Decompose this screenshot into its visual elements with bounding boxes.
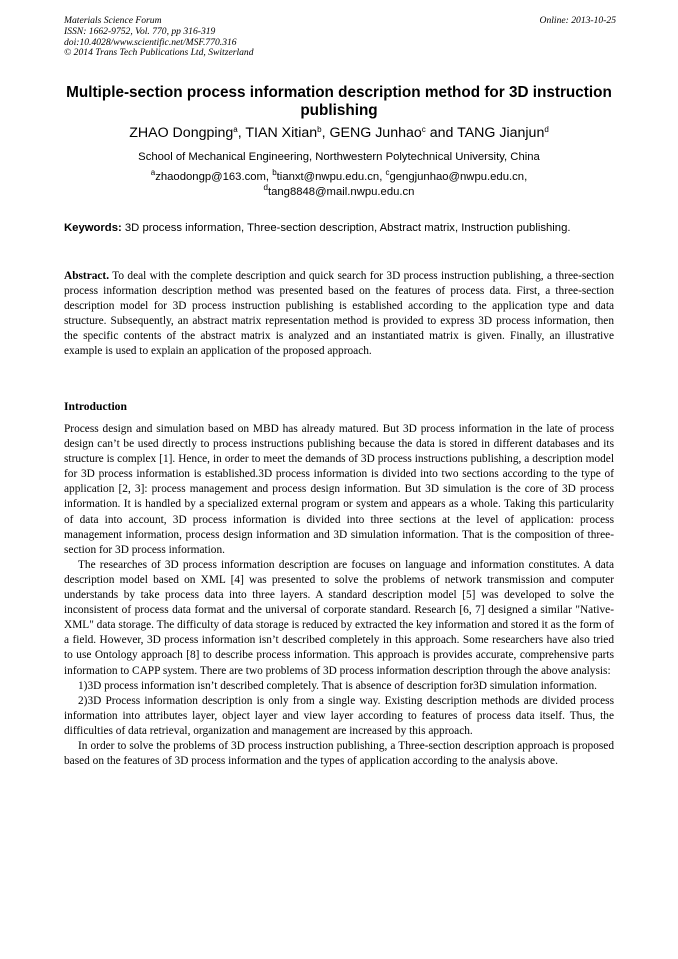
author-separator: , — [321, 125, 330, 141]
issn-line: ISSN: 1662-9752, Vol. 770, pp 316-319 — [64, 25, 216, 37]
author-affiliation-mark: a — [233, 125, 238, 134]
email-mark: c — [385, 168, 390, 177]
abstract-text: To deal with the complete description and quick search for 3D process instruction publishing, a three-section process information description method was presented based on the features of process data. First, a three-section description model for 3D process instruction publishing is established according to the application type and data structure. Subsequently, an abstract matrix representation method is provided to express 3D process information, then the specific contents of the abstract matrix is analyzed and an instantiated matrix is given. Finally, an illustrative example is used to explain an application of the proposed approach. — [64, 270, 614, 358]
paragraph: Process design and simulation based on MBD has already matured. But 3D process information in the late of process design can’t be used directly to process instructions publishing because the data is stored in different databases and its structure is complex [1]. Hence, in order to meet the demands of 3D process instructions publishing, a description model for 3D process information is established.3D process information is divided into two sections according to the type of application [2, 3]: process management and process design information. But 3D simulation is the core of 3D process information. It is handled by a specialized external program or system and appears as a whole. Taking this particularity of data into account, 3D process information is divided into three sections at the level of application: process management information, process design information and 3D simulation information. That is the composition of three-section for 3D process information. — [64, 423, 614, 556]
email-row — [64, 185, 614, 200]
journal-name: Materials Science Forum — [64, 15, 162, 26]
author-name: GENG Junhao — [329, 125, 422, 141]
author-affiliation-mark: c — [421, 125, 426, 134]
keywords-section — [64, 221, 614, 235]
introduction-heading: Introduction — [64, 400, 127, 413]
email-mark: b — [272, 168, 277, 177]
introduction-body — [64, 422, 614, 769]
author-name: ZHAO Dongping — [129, 125, 234, 141]
paragraph: 2)3D Process information description is only from a single way. Existing description methods are divided process information into attributes layer, object layer and view layer according to features of process data itself. Thus, the difficulties of data retrieval, organization and management are increased by this approach. — [64, 694, 614, 737]
keywords-label: Keywords: — [64, 222, 122, 234]
affiliation: School of Mechanical Engineering, Northwestern Polytechnical University, China — [138, 151, 540, 163]
author-separator: , — [237, 125, 246, 141]
email-address: gengjunhao@nwpu.edu.cn, — [389, 171, 528, 183]
author-list — [64, 124, 614, 142]
abstract-section — [64, 269, 614, 360]
paragraph: 1)3D process information isn’t described completely. That is absence of description for3D simulation information. — [78, 679, 597, 692]
email-address: zhaodongp@163.com, — [155, 171, 273, 183]
journal-info — [64, 16, 254, 59]
email-address: tianxt@nwpu.edu.cn, — [276, 171, 386, 183]
author-name: TIAN Xitian — [245, 125, 318, 141]
author-affiliation-mark: d — [544, 125, 549, 134]
email-mark: a — [150, 168, 156, 177]
copyright-line: © 2014 Trans Tech Publications Ltd, Switzerland — [64, 47, 254, 59]
email-mark: d — [263, 183, 268, 192]
author-name: TANG Jianjun — [457, 125, 545, 141]
paragraph: The researches of 3D process information description are focuses on language and information constitutes. A data description model based on XML [4] was presented to solve the problems of network transmission and computer understands by take process data into three layers. A standard description model [5] was developed to solve the inconsistent of process data format and the universal of corporate standard. Research [6, 7] designed a similar "Native-XML" data storage. The difficulty of data storage is reduced by extracted the key information and stored it as the form of a field. However, 3D process information isn’t described completely in this approach. Some researchers have also tried to use Ontology approach [8] to describe process information. This approach is provides accurate, comprehensive parts information to CAPP system. There are two problems of 3D process information description through the above analysis: — [64, 558, 614, 677]
author-emails — [64, 170, 614, 200]
email-row — [64, 170, 614, 185]
email-address: tang8848@mail.nwpu.edu.cn — [267, 186, 415, 198]
doi-line: doi:10.4028/www.scientific.net/MSF.770.316 — [64, 36, 237, 48]
online-date: Online: 2013-10-25 — [539, 15, 616, 26]
paragraph: In order to solve the problems of 3D process instruction publishing, a Three-section description approach is proposed based on the features of 3D process information and the types of application according to the analysis above. — [64, 739, 614, 768]
author-separator: and — [425, 125, 458, 141]
keywords-text: 3D process information, Three-section description, Abstract matrix, Instruction publishing. — [121, 222, 571, 234]
paper-title: Multiple-section process information description method for 3D instruction publishing — [66, 84, 612, 119]
author-affiliation-mark: b — [317, 125, 322, 134]
abstract-label: Abstract. — [64, 270, 110, 282]
